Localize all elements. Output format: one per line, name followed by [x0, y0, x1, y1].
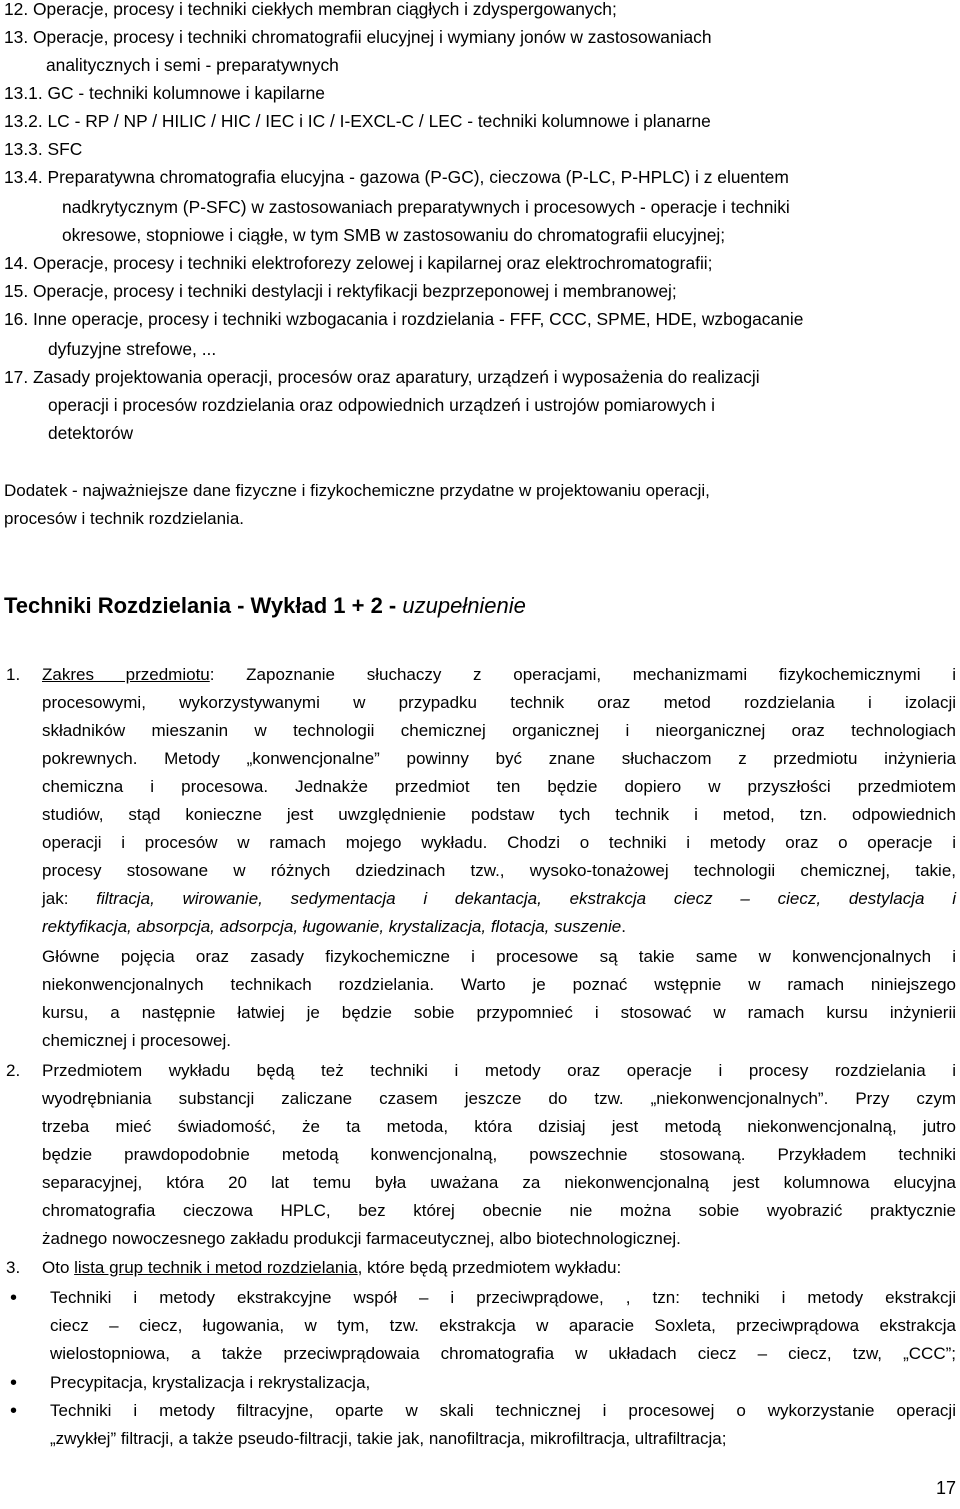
item1-line: chemicznej i procesowej.: [42, 1031, 231, 1050]
item1-l10-b: .: [621, 917, 626, 936]
item1-line: [42, 662, 956, 688]
bullet-line: Precypitacja, krystalizacja i rekrystalizacja,: [50, 1373, 371, 1392]
item1-line: [42, 914, 626, 940]
item3-post: , które będą przedmiotem wykładu:: [357, 1258, 622, 1277]
toc-line: 16. Inne operacje, procesy i techniki wzbogacania i rozdzielania - FFF, CCC, SPME, HDE, wzbogacanie: [4, 309, 804, 329]
item1-line: składników mieszanin w technologii chemicznej organicznej i nieorganicznej oraz technologiach: [42, 721, 956, 740]
toc-line: 13. Operacje, procesy i techniki chromatografii elucyjnej i wymiany jonów w zastosowaniach: [4, 27, 712, 47]
item2-line: trzeba mieć świadomość, że ta metoda, która dzisiaj jest metodą niekonwencjonalną, jutro: [42, 1117, 956, 1136]
item1-label: Zakres przedmiotu: [42, 665, 210, 684]
item-number: 3.: [6, 1258, 21, 1277]
item-number: 1.: [6, 665, 21, 684]
item3-pre: Oto: [42, 1258, 75, 1277]
item2-line: chromatografia cieczowa HPLC, bez której obecnie nie można sobie wyobrazić praktycznie: [42, 1201, 956, 1220]
bullet-icon: •: [10, 1400, 18, 1422]
item1-line: [42, 886, 956, 912]
section-heading: [4, 593, 526, 619]
item2-line: separacyjnej, która 20 lat temu była uważana za niekonwencjonalną jest kolumnowa elucyjna: [42, 1173, 956, 1192]
toc-line: analitycznych i semi - preparatywnych: [46, 55, 339, 75]
item1-line: operacji i procesów w ramach mojego wykładu. Chodzi o techniki i metody oraz o operacje i: [42, 833, 956, 852]
item1-line: chemiczna i procesowa. Jednakże przedmiot ten będzie dopiero w przyszłości przedmiotem: [42, 777, 956, 796]
page-number: 17: [935, 1478, 956, 1498]
toc-line: dyfuzyjne strefowe, ...: [48, 339, 217, 359]
item1-l1-rest: : Zapoznanie słuchaczy z operacjami, mechanizmami fizykochemicznymi i: [209, 665, 956, 684]
item-number: 2.: [6, 1061, 21, 1080]
appendix-line: procesów i technik rozdzielania.: [4, 509, 245, 528]
item1-line: niekonwencjonalnych technikach rozdzielania. Warto je poznać wstępnie w ramach niniejszego: [42, 975, 956, 994]
item2-line: wyodrębniania substancji zaliczane czasem jeszcze do tzw. „niekonwencjonalnych”. Przy czym: [42, 1089, 956, 1108]
bullet-line: Techniki i metody filtracyjne, oparte w skali technicznej i procesowej o wykorzystanie operacji: [50, 1401, 956, 1420]
toc-line: 15. Operacje, procesy i techniki destylacji i rektyfikacji bezprzeponowej i membranowej;: [4, 281, 677, 301]
item1-line: Główne pojęcia oraz zasady fizykochemiczne i procesowe są takie same w konwencjonalnych i: [42, 947, 956, 966]
item1-l9-a: jak:: [42, 889, 97, 908]
toc-line: 12. Operacje, procesy i techniki ciekłych membran ciągłych i zdyspergowanych;: [4, 0, 617, 19]
bullet-line: „zwykłej” filtracji, a także pseudo-filtracji, takie jak, nanofiltracja, mikrofiltracja, ultrafiltracja;: [50, 1429, 727, 1448]
bullet-line: Techniki i metody ekstrakcyjne współ – i przeciwprądowe, , tzn: techniki i metody ekstrakcji: [50, 1288, 956, 1307]
toc-line: 13.3. SFC: [4, 139, 83, 159]
item2-line: Przedmiotem wykładu będą też techniki i metody oraz operacje i procesy rozdzielania i: [42, 1061, 956, 1080]
item1-l9-b: filtracja, wirowanie, sedymentacja i dekantacja, ekstrakcja ciecz – ciecz, destylacja i: [96, 889, 956, 908]
toc-line: nadkrytycznym (P-SFC) w zastosowaniach preparatywnych i procesowych - operacje i techniki: [62, 197, 790, 217]
item2-line: będzie prawdopodobnie metodą konwencjonalną, powszechnie stosowaną. Przykładem techniki: [42, 1145, 956, 1164]
item1-line: procesowymi, wykorzystywanymi w przypadku technik oraz metod rozdzielania i izolacji: [42, 693, 956, 712]
item3-link: lista grup technik i metod rozdzielania: [74, 1258, 358, 1277]
heading-italic: uzupełnienie: [402, 593, 526, 618]
item1-line: pokrewnych. Metody „konwencjonalne” powinny być znane słuchaczom z przedmiotu inżynieria: [42, 749, 956, 768]
bullet-icon: •: [10, 1372, 18, 1394]
item3-line: [42, 1255, 621, 1281]
bullet-line: wielostopniowa, a także przeciwprądowaia chromatografia w układach ciecz – ciecz, tzw, „CCC”;: [50, 1344, 956, 1363]
toc-line: operacji i procesów rozdzielania oraz odpowiednich urządzeń i ustrojów pomiarowych i: [48, 395, 715, 415]
item2-line: żadnego nowoczesnego zakładu produkcji farmaceutycznej, albo biotechnologicznej.: [42, 1229, 681, 1248]
toc-line: 13.4. Preparatywna chromatografia elucyjna - gazowa (P-GC), cieczowa (P-LC, P-HPLC) i z eluentem: [4, 167, 789, 187]
toc-line: detektorów: [48, 423, 134, 443]
item1-line: procesy stosowane w różnych dziedzinach tzw., wysoko-tonażowej technologii chemicznej, takie,: [42, 861, 956, 880]
heading-main: Techniki Rozdzielania - Wykład 1 + 2 -: [4, 593, 403, 618]
item1-line: kursu, a następnie łatwiej je będzie sobie przypomnieć i stosować w ramach kursu inżynierii: [42, 1003, 956, 1022]
toc-line: okresowe, stopniowe i ciągłe, w tym SMB w zastosowaniu do chromatografii elucyjnej;: [62, 225, 726, 245]
toc-line: 14. Operacje, procesy i techniki elektroforezy zelowej i kapilarnej oraz elektrochromatografii;: [4, 253, 713, 273]
item1-l10-a: rektyfikacja, absorpcja, adsorpcja, ługowanie, krystalizacja, flotacja, suszenie: [42, 917, 622, 936]
appendix-line: Dodatek - najważniejsze dane fizyczne i fizykochemiczne przydatne w projektowaniu operacji,: [4, 481, 710, 500]
bullet-line: ciecz – ciecz, ługowania, w tym, tzw. ekstrakcja w aparacie Soxleta, przeciwprądowa ekstrakcja: [50, 1316, 956, 1335]
toc-line: 13.1. GC - techniki kolumnowe i kapilarne: [4, 83, 325, 103]
toc-line: 17. Zasady projektowania operacji, procesów oraz aparatury, urządzeń i wyposażenia do realizacji: [4, 367, 760, 387]
bullet-icon: •: [10, 1287, 18, 1309]
toc-line: 13.2. LC - RP / NP / HILIC / HIC / IEC i IC / I-EXCL-C / LEC - techniki kolumnowe i planarne: [4, 111, 711, 131]
item1-line: studiów, stąd konieczne jest uwzględnienie podstaw tych technik i metod, tzn. odpowiednich: [42, 805, 956, 824]
